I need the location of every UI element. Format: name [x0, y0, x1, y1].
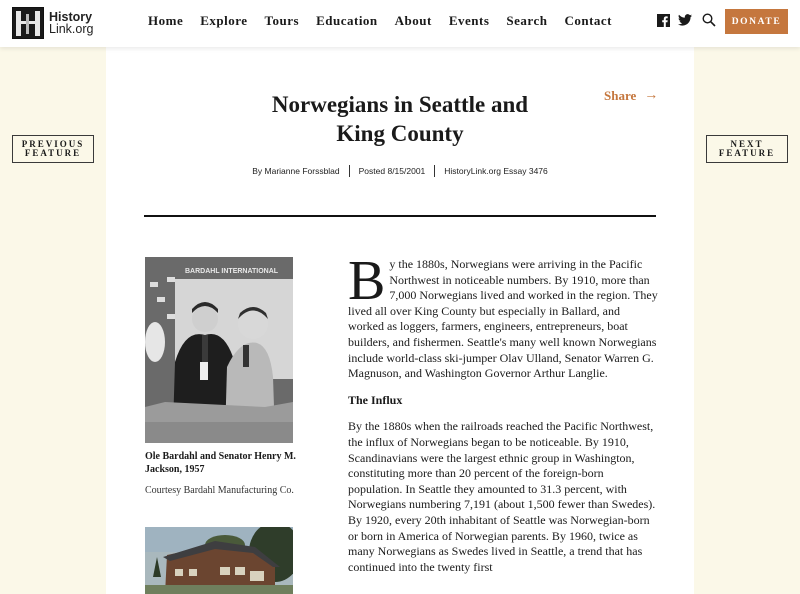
nav-events[interactable]: Events	[448, 13, 490, 28]
byline-divider	[349, 165, 350, 177]
main-nav	[148, 13, 629, 29]
article-body	[348, 250, 658, 586]
search-icon[interactable]	[702, 13, 716, 27]
next-feature-label-line1: NEXT	[730, 138, 764, 149]
nav-contact[interactable]: Contact	[564, 13, 613, 28]
next-feature-button[interactable]	[706, 135, 788, 163]
title-line-2: King County	[336, 121, 464, 146]
photo-bardahl-jackson-illustration	[145, 257, 293, 443]
nav-search[interactable]: Search	[506, 13, 548, 28]
social-links	[656, 13, 716, 27]
previous-feature-label-line1: PREVIOUS	[21, 138, 85, 149]
title-line-1: Norwegians in Seattle and	[271, 92, 529, 117]
share-label: Share	[604, 88, 637, 103]
arrow-right-icon: →	[644, 88, 659, 103]
photo-chalet-illustration	[145, 527, 293, 594]
facebook-icon[interactable]	[656, 13, 670, 27]
photo-sign-text: BARDAHL INTERNATIONAL	[185, 268, 279, 275]
byline-author: By Marianne Forssblad	[252, 166, 340, 176]
header-divider	[144, 215, 656, 217]
logo-text-line1: History	[49, 9, 93, 24]
photo-bardahl-jackson[interactable]	[145, 257, 293, 443]
historylink-logo[interactable]	[12, 6, 93, 39]
photo-caption: Ole Bardahl and Senator Henry M. Jackson, 1957	[145, 451, 296, 475]
byline-essay-number: HistoryLink.org Essay 3476	[444, 166, 548, 176]
article-container	[106, 47, 694, 594]
logo-text-line2: Link.org	[49, 21, 94, 36]
logo-mark-icon	[12, 7, 44, 39]
twitter-icon[interactable]	[678, 13, 692, 27]
share-button[interactable]	[604, 88, 658, 104]
byline-posted-date: Posted 8/15/2001	[358, 166, 426, 176]
photo-credit: Courtesy Bardahl Manufacturing Co.	[145, 485, 294, 496]
previous-feature-label-line2: FEATURE	[24, 148, 82, 158]
byline	[106, 166, 694, 178]
intro-text: y the 1880s, Norwegians were arriving in the Pacific Northwest in noticeable numbers. By 1910, more than 7,000 Norwegians lived and worked in the region. They lived all over King County but especially in Ballard, and worked as loggers, farmers, engineers, entrepreneurs, boat builders, and fishermen. Seattle's many well known Norwegians include world-class ski-jumper Olav Ulland, Senator Warren G. Magnuson, and Washington Governor Arthur Langlie.	[348, 257, 658, 381]
previous-feature-button[interactable]	[12, 135, 94, 163]
intro-paragraph	[348, 250, 658, 382]
donate-button[interactable]: DONATE	[725, 9, 788, 34]
nav-explore[interactable]: Explore	[200, 13, 248, 28]
nav-about[interactable]: About	[394, 13, 432, 28]
nav-tours[interactable]: Tours	[264, 13, 300, 28]
nav-home[interactable]: Home	[148, 13, 184, 28]
drop-cap: B	[348, 250, 386, 312]
nav-education[interactable]: Education	[316, 13, 378, 28]
site-header	[0, 0, 800, 47]
byline-divider	[434, 165, 435, 177]
photo-chalet-postcard[interactable]	[145, 527, 293, 594]
next-feature-label-line2: FEATURE	[718, 148, 776, 158]
section-paragraph: By the 1880s when the railroads reached the Pacific Northwest, the influx of Norwegians began to be noticeable. By 1910, Scandinavians were the largest ethnic group in Washington, constituting more than 20 percent of the foreign-born population. In Seattle they amounted to 31.3 percent, with Norwegians numbering 7,191 (about 1,500 fewer than Swedes). By 1920, every 20th inhabitant of Seattle was Norwegian-born or born in America of Norwegian parents. By 1960, twice as many Norwegians as Swedes lived in Seattle, a trend that has continued into the twenty first	[348, 419, 656, 574]
section-heading: The Influx	[348, 392, 403, 407]
